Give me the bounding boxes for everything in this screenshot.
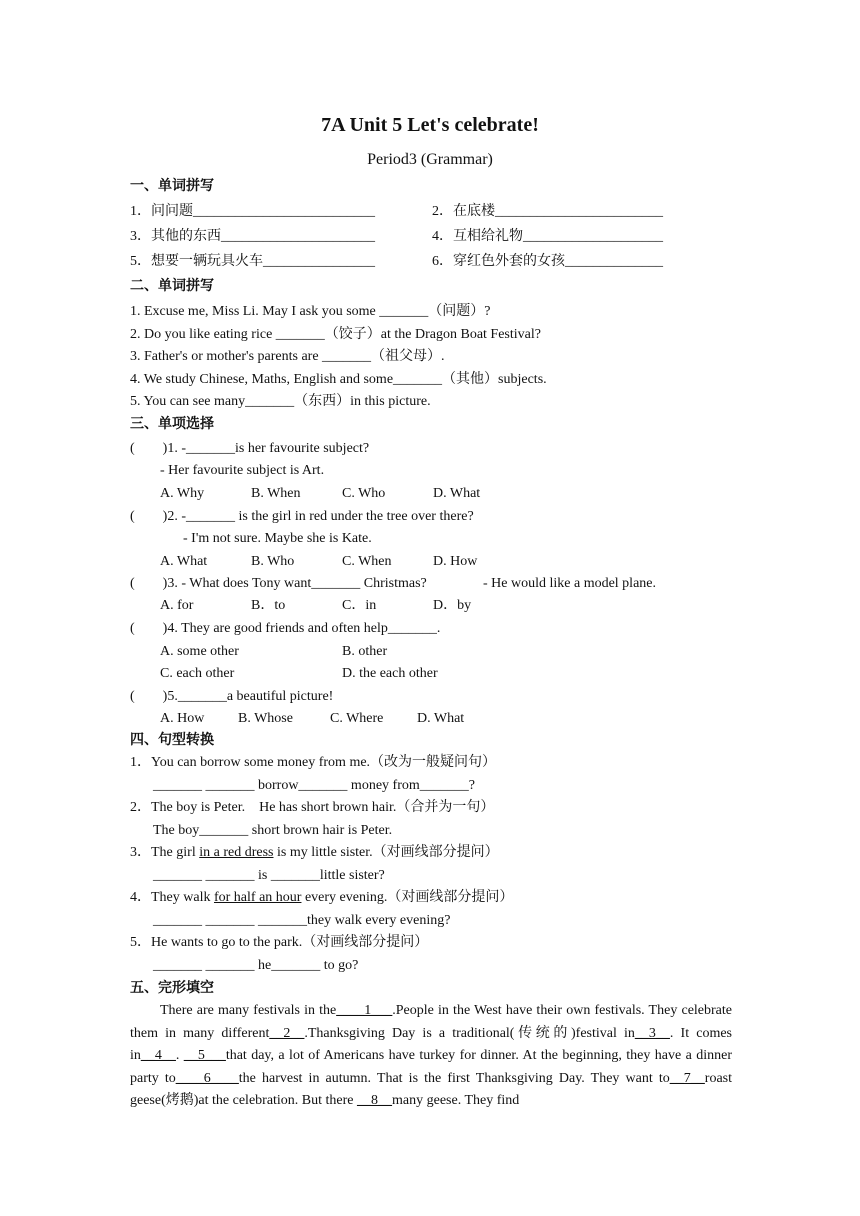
- s2-line-3: 3. Father's or mother's parents are _______（祖父母）.: [130, 349, 445, 364]
- mc-q1-option-c: C. Who: [342, 486, 386, 501]
- mc-q1-answer: - Her favourite subject is Art.: [160, 463, 325, 478]
- s1-item-3: 3．其他的东西______________________: [130, 229, 375, 244]
- mc-q4-option-c: C. each other: [160, 666, 235, 681]
- cloze-text: . It comes in: [130, 1025, 732, 1063]
- st-q1-blank: _______ _______ borrow_______ money from_______?: [153, 778, 475, 793]
- mc-q2-answer: - I'm not sure. Maybe she is Kate.: [183, 531, 372, 546]
- s1-item-2: 2．在底楼________________________: [432, 204, 663, 219]
- st-q4: [130, 889, 513, 907]
- s2-line-5: 5. You can see many_______（东西）in this picture.: [130, 394, 431, 409]
- st-q3-underlined: in a red dress: [199, 845, 274, 860]
- cloze-blank-3: __3__: [634, 1025, 670, 1041]
- st-q4-text-c: every evening.（对画线部分提问）: [301, 890, 514, 905]
- mc-q5-option-c: C. Where: [330, 711, 384, 726]
- st-q4-blank: _______ _______ _______they walk every evening?: [153, 913, 451, 928]
- section-3-heading: 三、单项选择: [130, 416, 214, 432]
- mc-q3-option-b: B．to: [251, 598, 286, 613]
- mc-q3-option-a: A. for: [160, 598, 194, 613]
- cloze-blank-6: ____6____: [175, 1070, 239, 1086]
- st-q3: [130, 844, 499, 862]
- cloze-blank-7: __7__: [669, 1070, 705, 1086]
- s1-item-1: 1．问问题__________________________: [130, 204, 375, 219]
- cloze-text: that day, a lot of Americans have turkey for dinner. At the beginning, they have a dinner party to: [130, 1048, 733, 1086]
- cloze-blank-2: __2__: [269, 1025, 305, 1041]
- st-q4-text-a: 4．They walk: [130, 890, 214, 905]
- mc-q4-option-b: B. other: [342, 644, 388, 659]
- mc-q4-option-d: D. the each other: [342, 666, 438, 681]
- s2-line-1: 1. Excuse me, Miss Li. May I ask you some _______（问题）?: [130, 304, 491, 319]
- cloze-text: the harvest in autumn. That is the first Thanksgiving Day. They want to: [238, 1070, 670, 1086]
- st-q5: 5．He wants to go to the park.（对画线部分提问）: [130, 935, 429, 950]
- mc-q3-option-c: C．in: [342, 598, 377, 613]
- st-q4-underlined: for half an hour: [213, 890, 302, 905]
- page-subtitle: Period3 (Grammar): [367, 151, 493, 168]
- section-4-heading: 四、句型转换: [130, 732, 214, 748]
- cloze-paragraph: [130, 1000, 732, 1113]
- s2-line-2: 2. Do you like eating rice _______（饺子）at the Dragon Boat Festival?: [130, 327, 541, 342]
- st-q3-blank: _______ _______ is _______little sister?: [153, 868, 385, 883]
- cloze-text: .: [175, 1048, 184, 1063]
- mc-q2: ( )2. -_______ is the girl in red under the tree over there?: [130, 509, 474, 524]
- cloze-text: .People in the West have their own festivals. They celebrate them in many different: [130, 1003, 732, 1041]
- st-q2-blank: The boy_______ short brown hair is Peter.: [153, 823, 393, 838]
- mc-q4: ( )4. They are good friends and often help_______.: [130, 621, 441, 636]
- cloze-blank-4: __4__: [140, 1048, 176, 1063]
- st-q3-text-c: is my little sister.（对画线部分提问）: [273, 845, 499, 860]
- s2-line-4: 4. We study Chinese, Maths, English and some_______（其他）subjects.: [130, 372, 547, 387]
- st-q3-text-a: 3．The girl: [130, 845, 200, 860]
- mc-q1-option-a: A. Why: [160, 486, 205, 501]
- cloze-blank-1: ____1___: [336, 1003, 393, 1018]
- mc-q2-option-a: A. What: [160, 554, 208, 569]
- mc-q1-option-d: D. What: [433, 486, 481, 501]
- mc-q5: ( )5._______a beautiful picture!: [130, 689, 334, 704]
- mc-q3-answer: - He would like a model plane.: [483, 576, 657, 591]
- mc-q1: ( )1. -_______is her favourite subject?: [130, 441, 370, 456]
- page-title: 7A Unit 5 Let's celebrate!: [321, 114, 539, 136]
- cloze-blank-8: __8__: [357, 1093, 393, 1108]
- st-q2: 2．The boy is Peter. He has short brown hair.（合并为一句）: [130, 800, 495, 815]
- cloze-blank-5: __5___: [183, 1048, 226, 1063]
- mc-q4-option-a: A. some other: [160, 644, 239, 659]
- s1-item-5: 5．想要一辆玩具火车________________: [130, 254, 375, 269]
- section-1-heading: 一、单词拼写: [130, 178, 214, 194]
- mc-q3-option-d: D．by: [433, 598, 472, 613]
- section-2-heading: 二、单词拼写: [130, 278, 214, 294]
- mc-q5-option-b: B. Whose: [238, 711, 293, 726]
- mc-q5-option-a: A. How: [160, 711, 205, 726]
- cloze-text: many geese. They find: [392, 1093, 520, 1108]
- mc-q2-option-b: B. Who: [251, 554, 295, 569]
- section-5-heading: 五、完形填空: [130, 980, 214, 996]
- cloze-text: roast geese(烤鹅)at the celebration. But there: [130, 1070, 732, 1108]
- mc-q3: ( )3. - What does Tony want_______ Christmas?: [130, 576, 427, 591]
- st-q1: 1．You can borrow some money from me.（改为一般疑问句）: [130, 755, 497, 770]
- st-q5-blank: _______ _______ he_______ to go?: [153, 958, 359, 973]
- mc-q2-option-c: C. When: [342, 554, 392, 569]
- mc-q5-option-d: D. What: [417, 711, 465, 726]
- s1-item-6: 6．穿红色外套的女孩______________: [432, 254, 663, 269]
- s1-item-4: 4．互相给礼物____________________: [432, 229, 663, 244]
- cloze-text: There are many festivals in the: [160, 1003, 337, 1018]
- mc-q2-option-d: D. How: [433, 554, 478, 569]
- cloze-text: .Thanksgiving Day is a traditional(传统的)festival in: [304, 1025, 635, 1041]
- mc-q1-option-b: B. When: [251, 486, 301, 501]
